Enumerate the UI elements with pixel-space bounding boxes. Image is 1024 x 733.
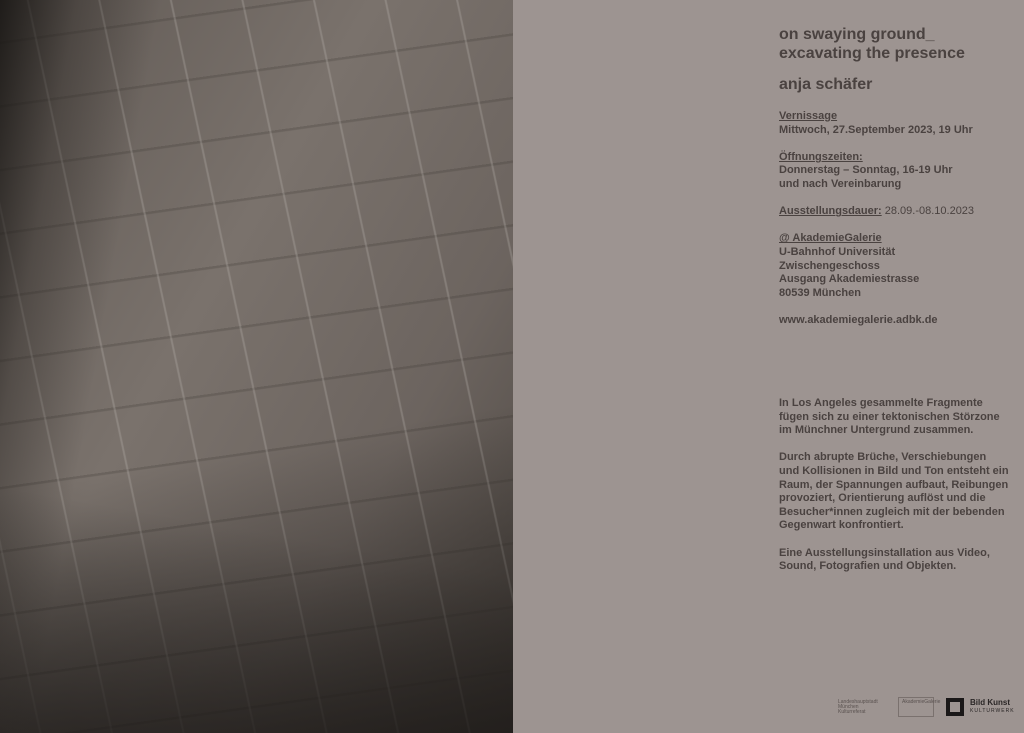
title-line-2: excavating the presence: [779, 45, 965, 62]
hours-label: Öffnungszeiten:: [779, 150, 863, 163]
address-line: Zwischengeschoss: [779, 259, 880, 272]
bildkunst-name: Bild Kunst: [970, 698, 1010, 707]
gallery-logo-text: AkademieGalerie: [902, 699, 941, 705]
website-link[interactable]: www.akademiegalerie.adbk.de: [779, 313, 938, 326]
gallery-logo: [898, 697, 941, 717]
vernissage-block: [779, 110, 1009, 137]
exhibition-title: [779, 25, 1009, 63]
hours-line-2: und nach Vereinbarung: [779, 177, 902, 190]
description-paragraph: In Los Angeles gesammelte Fragmente fügen sich zu einer tektonischen Störzone im Münchner Untergrund zusammen.: [779, 397, 1000, 437]
artist-name: anja schäfer: [779, 76, 873, 93]
sponsor-logos: [838, 697, 1015, 717]
duration-block: [779, 205, 1009, 219]
address-line: 80539 München: [779, 286, 861, 299]
description-paragraph: Durch abrupte Brüche, Verschiebungen und Kollisionen in Bild und Ton entsteht ein Raum, der Spannungen aufbaut, Reibungen provoziert, Orientierung auflöst und die Besucher*innen zugleich mit der bebenden Gegenwart konfrontiert.: [779, 451, 1009, 532]
info-column: [779, 25, 1009, 341]
description-paragraph: Eine Ausstellungsinstallation aus Video, Sound, Fotografien und Objekten.: [779, 546, 990, 573]
address-line: U-Bahnhof Universität: [779, 245, 896, 258]
city-logo: Landeshauptstadt München Kulturreferat: [838, 698, 878, 715]
hours-line-1: Donnerstag – Sonntag, 16-19 Uhr: [779, 164, 953, 177]
hours-block: [779, 151, 1009, 192]
vernissage-label: Vernissage: [779, 110, 838, 122]
vernissage-value: Mittwoch, 27.September 2023, 19 Uhr: [779, 123, 973, 136]
bildkunst-square-icon: [946, 698, 964, 716]
title-line-1: on swaying ground_: [779, 26, 935, 43]
location-block: [779, 232, 1009, 300]
duration-value: 28.09.-08.10.2023: [881, 205, 975, 218]
bildkunst-logo: [946, 698, 1015, 716]
description: [779, 397, 1009, 587]
duration-label: Ausstellungsdauer:: [779, 205, 882, 218]
location-label: @ AkademieGalerie: [779, 232, 882, 245]
bildkunst-sub: KULTURWERK: [970, 708, 1015, 714]
address-line: Ausgang Akademiestrasse: [779, 273, 920, 286]
